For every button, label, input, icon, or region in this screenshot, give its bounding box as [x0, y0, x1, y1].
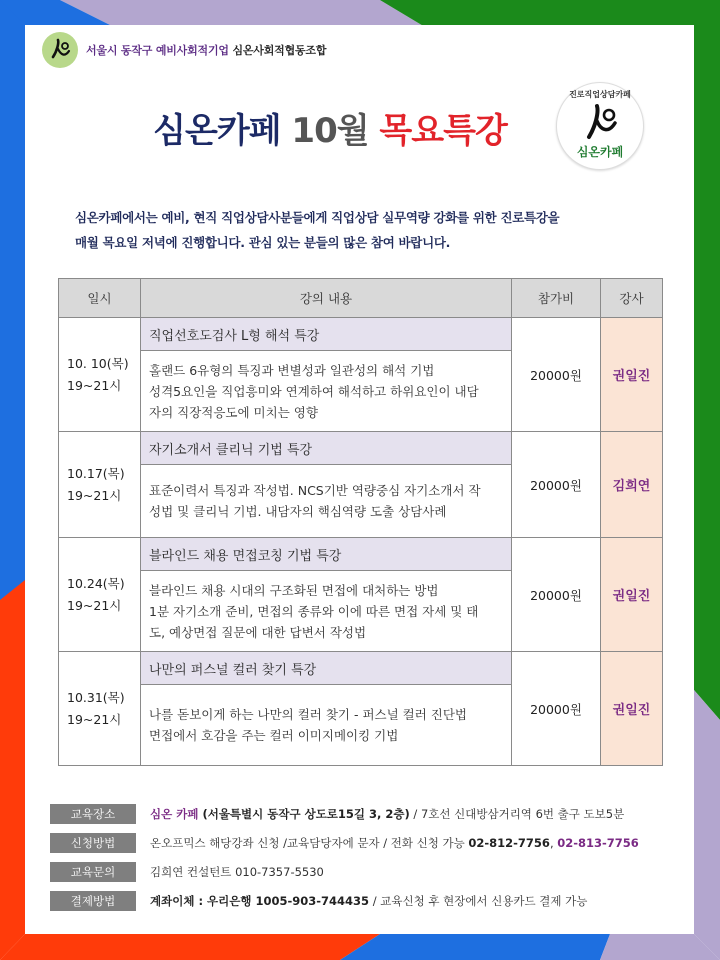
table-row: [59, 652, 663, 685]
header-date: 일시: [59, 279, 141, 318]
title-month: 10월: [291, 111, 369, 151]
info-place: [50, 803, 624, 825]
info-contact: [50, 861, 324, 883]
frame-lavender-right: [694, 690, 720, 960]
session-lecturer: 권일진: [601, 318, 663, 432]
title-lecture: 목요특강: [379, 111, 507, 151]
session-desc: 홀랜드 6유형의 특징과 변별성과 일관성의 해석 기법 성격5요인을 직업흥미와 연계하여 해석하고 하위요인이 내담 자의 직장적응도에 미치는 영향: [141, 351, 512, 432]
cafe-logo-badge: [556, 82, 644, 170]
title-cafe: 심온카페: [153, 111, 281, 151]
table-row: [59, 538, 663, 571]
payment-value: 계좌이체 : 우리은행 1005-903-744435 / 교육신청 후 현장에서 신용카드 결제 가능: [150, 894, 588, 908]
badge-top-text: 진로직업상담카페: [569, 90, 631, 99]
session-date: 10. 10(목) 19~21시: [59, 318, 141, 432]
session-desc: 블라인드 채용 시대의 구조화된 면접에 대처하는 방법 1분 자기소개 준비, 면접의 종류와 이에 따른 면접 자세 및 태 도, 예상면접 질문에 대한 답변서 작성법: [141, 571, 512, 652]
session-lecturer: 권일진: [601, 538, 663, 652]
apply-label: 신청방법: [50, 833, 136, 853]
session-date: 10.31(목) 19~21시: [59, 652, 141, 766]
intro-line-2: 매월 목요일 저녁에 진행합니다. 관심 있는 분들의 많은 참여 바랍니다.: [75, 235, 451, 250]
payment-label: 결제방법: [50, 891, 136, 911]
session-lecturer: 김희연: [601, 432, 663, 538]
session-fee: 20000원: [512, 538, 601, 652]
badge-bottom-text: 심온카페: [576, 145, 624, 159]
header-lecturer: 강사: [601, 279, 663, 318]
place-label: 교육장소: [50, 804, 136, 824]
org-prefix: 서울시 동작구 예비사회적기업: [86, 44, 229, 57]
session-fee: 20000원: [512, 432, 601, 538]
schedule-table: [58, 278, 663, 766]
person-logo-icon: [579, 101, 621, 143]
frame-blue-bottom: [340, 934, 610, 960]
org-text: [86, 42, 326, 58]
place-value: 심온 카페 (서울특별시 동작구 상도로15길 3, 2층) / 7호선 신대방삼거리역 6번 출구 도보5분: [150, 807, 625, 821]
intro-text: [75, 205, 655, 255]
table-row: [59, 432, 663, 465]
session-desc: 나를 돋보이게 하는 나만의 컬러 찾기 - 퍼스널 컬러 진단법 면접에서 호감을 주는 컬러 이미지메이킹 기법: [141, 685, 512, 766]
contact-value: 김희연 컨설턴트 010-7357-5530: [150, 865, 324, 879]
session-title: 나만의 퍼스널 컬러 찾기 특강: [141, 652, 512, 685]
session-date: 10.24(목) 19~21시: [59, 538, 141, 652]
session-title: 자기소개서 클리닉 기법 특강: [141, 432, 512, 465]
header-fee: 참가비: [512, 279, 601, 318]
apply-value: 온오프믹스 해당강좌 신청 /교육담당자에 문자 / 전화 신청 가능 02-812-7756, 02-813-7756: [150, 836, 639, 850]
session-title: 블라인드 채용 면접코칭 기법 특강: [141, 538, 512, 571]
frame-red-left: [0, 580, 25, 960]
header-content: 강의 내용: [141, 279, 512, 318]
session-fee: 20000원: [512, 318, 601, 432]
table-row: [59, 318, 663, 351]
org-header: [42, 32, 326, 68]
org-logo-icon: [42, 32, 78, 68]
org-name: 심온사회적협동조합: [232, 44, 327, 57]
intro-line-1: 심온카페에서는 예비, 현직 직업상담사분들에게 직업상담 실무역량 강화를 위한 진로특강을: [75, 210, 560, 225]
session-fee: 20000원: [512, 652, 601, 766]
session-lecturer: 권일진: [601, 652, 663, 766]
session-desc: 표준이력서 특징과 작성법. NCS기반 역량중심 자기소개서 작 성법 및 클리닉 기법. 내담자의 핵심역량 도출 상담사례: [141, 465, 512, 538]
info-apply: [50, 832, 639, 854]
session-date: 10.17(목) 19~21시: [59, 432, 141, 538]
contact-label: 교육문의: [50, 862, 136, 882]
session-title: 직업선호도검사 L형 해석 특강: [141, 318, 512, 351]
frame-red-bottom: [0, 934, 380, 960]
table-header-row: [59, 279, 663, 318]
info-payment: [50, 890, 587, 912]
